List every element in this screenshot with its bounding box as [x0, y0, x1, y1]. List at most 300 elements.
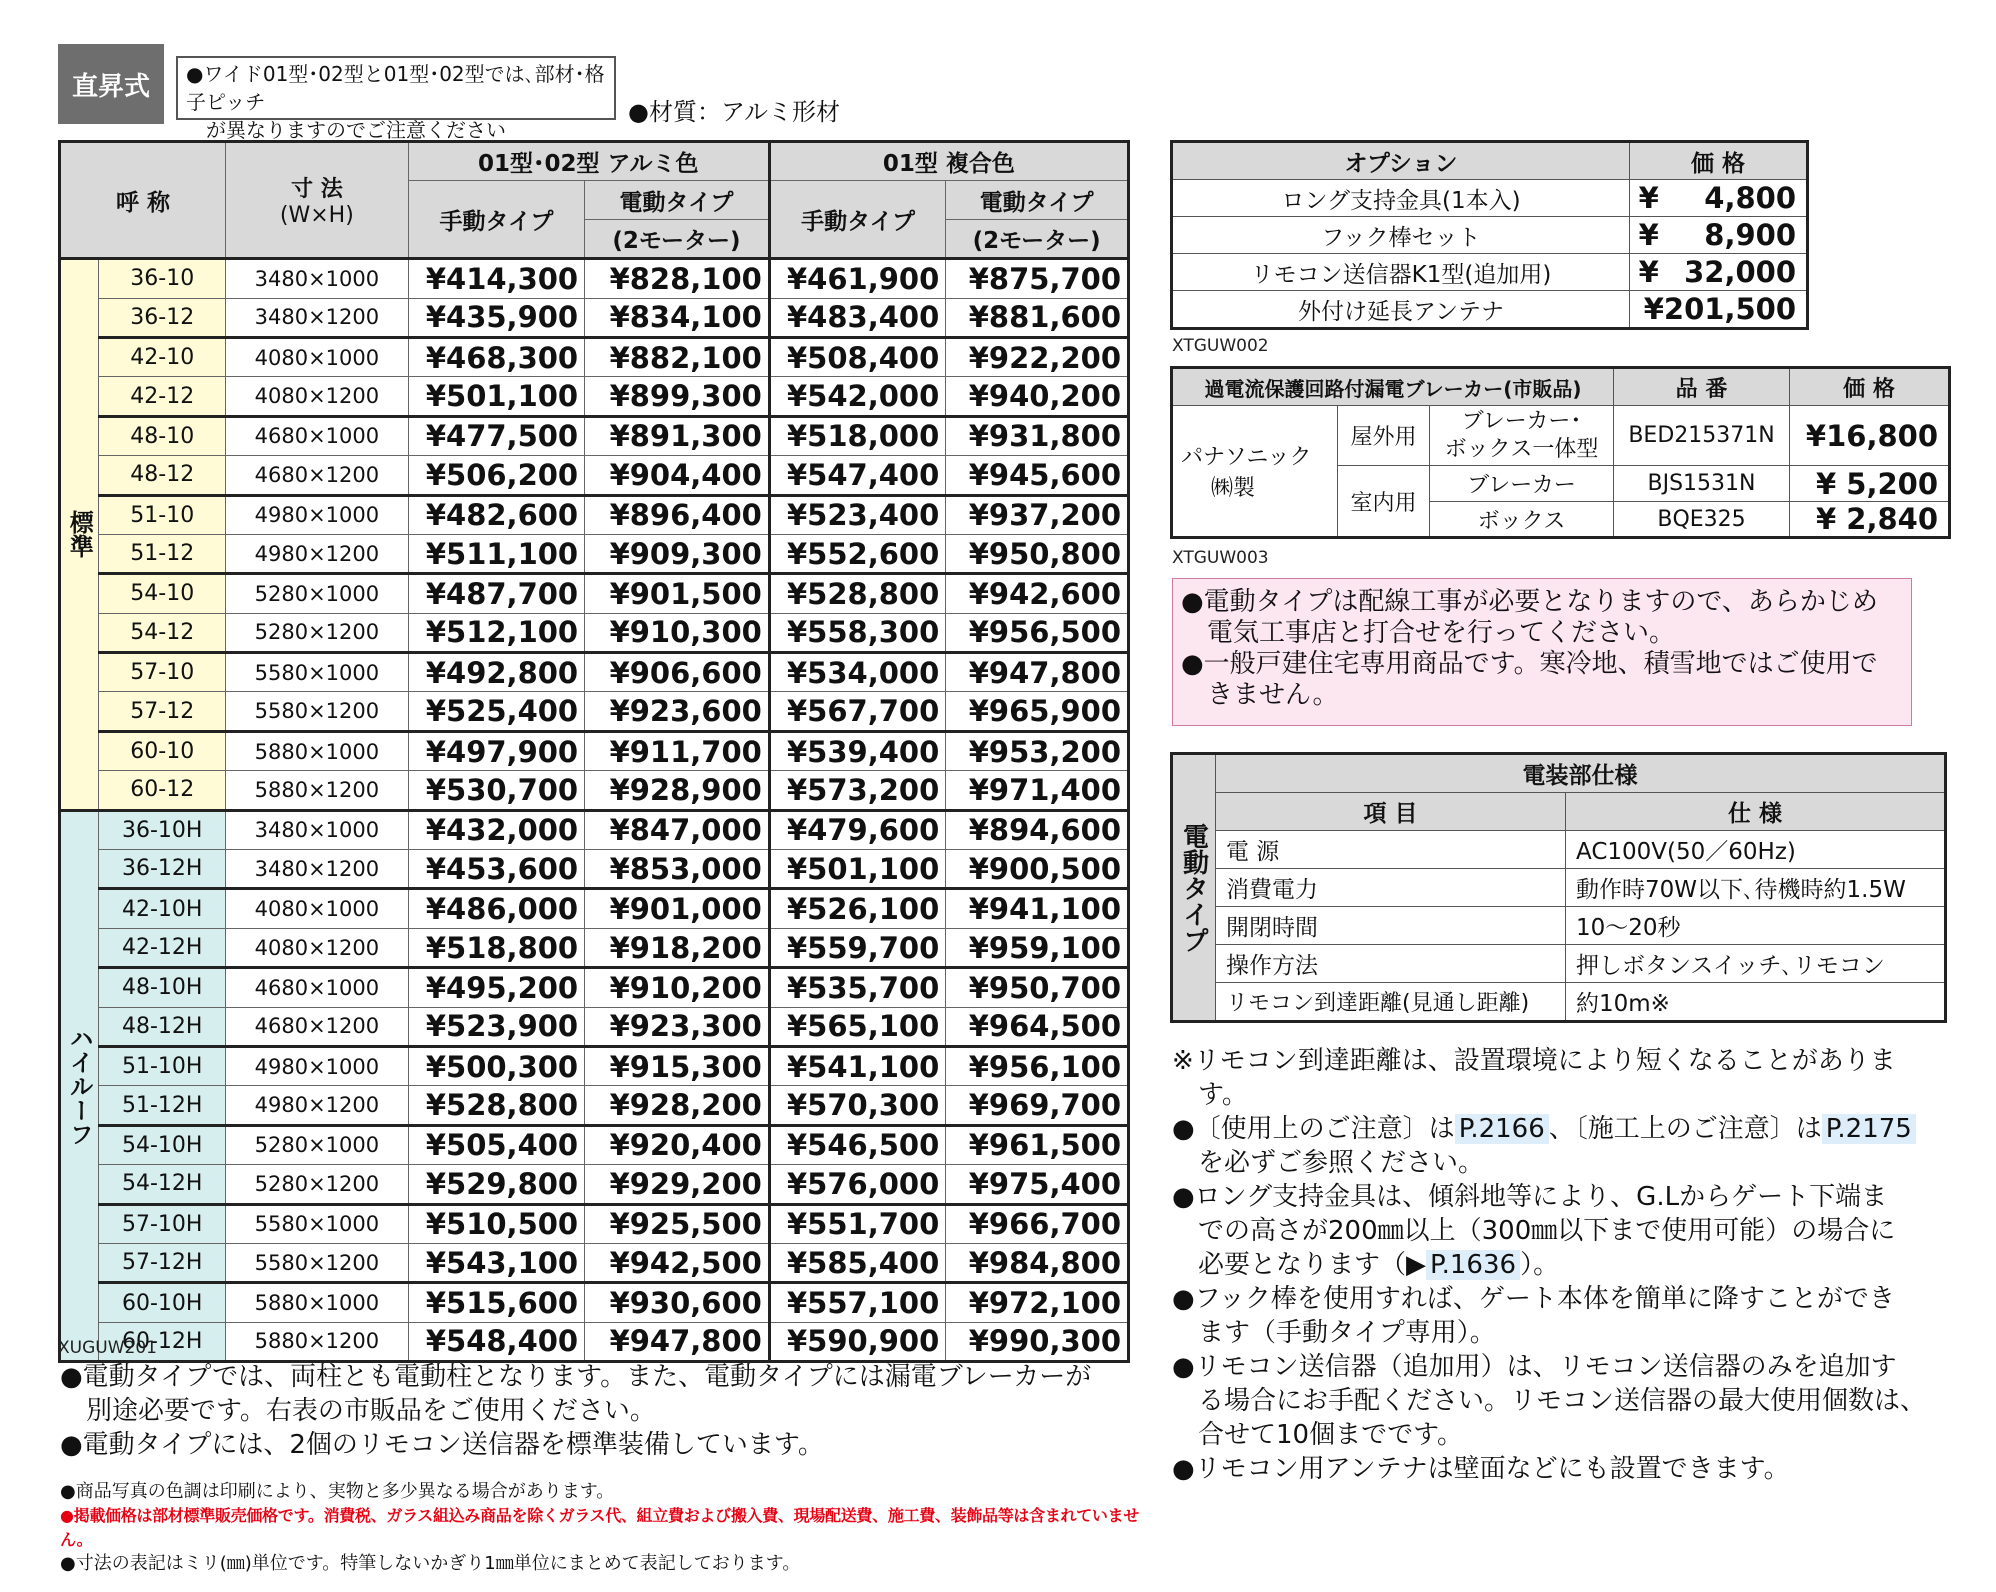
electric-notice-box [1172, 578, 1912, 726]
right-notes [1172, 1044, 1952, 1486]
price-table [58, 140, 1130, 1363]
price-composite-electric: ¥990,300 [946, 1322, 1129, 1361]
price-composite-manual: ¥518,000 [769, 416, 945, 455]
note-line: での高さが200㎜以上（300㎜以下まで使用可能）の場合に [1172, 1216, 1896, 1246]
price-composite-electric: ¥947,800 [946, 653, 1129, 692]
option-price: ¥201,500 [1630, 291, 1808, 329]
price-alumi-electric: ¥834,100 [585, 298, 770, 337]
price-composite-manual: ¥461,900 [769, 259, 945, 298]
model-code: 36-12H [99, 850, 226, 889]
breaker-header-title: 過電流保護回路付漏電ブレーカー(市販品) [1172, 368, 1614, 406]
main-table-code: XUGUW201 [58, 1338, 157, 1358]
price-row [60, 416, 1129, 455]
model-code: 54-12H [99, 1165, 226, 1204]
header-group-alumi: 01型･02型 アルミ色 [408, 142, 769, 181]
price-alumi-manual: ¥525,400 [408, 692, 584, 731]
price-composite-electric: ¥972,100 [946, 1283, 1129, 1322]
group-label-highroof: ハイルーフ [60, 810, 99, 1361]
footnote: ●寸法の表記はミリ(㎜)単位です。特筆しないかぎり1㎜単位にまとめて表記しております。 [60, 1553, 801, 1574]
price-composite-manual: ¥539,400 [769, 731, 945, 770]
note-line: ●フック棒を使用すれば、ゲート本体を簡単に降すことができ [1172, 1284, 1895, 1314]
price-composite-electric: ¥966,700 [946, 1204, 1129, 1243]
price-composite-electric: ¥931,800 [946, 416, 1129, 455]
price-row [60, 1086, 1129, 1125]
model-code: 36-12 [99, 298, 226, 337]
price-alumi-manual: ¥468,300 [408, 337, 584, 376]
option-row [1172, 254, 1808, 291]
model-code: 57-12 [99, 692, 226, 731]
price-composite-manual: ¥483,400 [769, 298, 945, 337]
section-tag: 直昇式 [58, 44, 164, 124]
price-composite-manual: ¥558,300 [769, 613, 945, 652]
price-row [60, 1165, 1129, 1204]
price-composite-manual: ¥546,500 [769, 1125, 945, 1164]
width-note-line2: が異なりますのでご注意ください [206, 118, 506, 142]
model-code: 57-10 [99, 653, 226, 692]
notice-line: きません。 [1181, 680, 1339, 710]
size-value: 5880×1000 [226, 1283, 409, 1322]
model-code: 36-10 [99, 259, 226, 298]
price-row [60, 574, 1129, 613]
breaker-row3-price: ¥ 2,840 [1790, 502, 1950, 538]
group-label-standard: 標準 [60, 259, 99, 810]
note-line [1172, 1112, 1952, 1146]
notice-line: 電気工事店と打合せを行ってください。 [1181, 618, 1676, 648]
price-alumi-electric: ¥847,000 [585, 810, 770, 849]
spec-row [1172, 945, 1946, 983]
price-alumi-electric: ¥930,600 [585, 1283, 770, 1322]
price-alumi-electric: ¥923,600 [585, 692, 770, 731]
price-composite-electric: ¥894,600 [946, 810, 1129, 849]
model-code: 48-10 [99, 416, 226, 455]
header-manual-2: 手動タイプ [769, 181, 945, 259]
price-row [60, 1283, 1129, 1322]
note-line: 合せて10個までです。 [1172, 1420, 1464, 1450]
price-row [60, 889, 1129, 928]
breaker-row [1172, 406, 1950, 466]
price-composite-electric: ¥964,500 [946, 1007, 1129, 1046]
price-composite-manual: ¥559,700 [769, 928, 945, 967]
size-value: 4680×1200 [226, 456, 409, 495]
price-composite-electric: ¥950,700 [946, 968, 1129, 1007]
price-composite-electric: ¥875,700 [946, 259, 1129, 298]
size-value: 4980×1000 [226, 1046, 409, 1085]
header-2motor-2: (2モーター) [946, 219, 1129, 258]
breaker-row1-part: BED215371N [1614, 406, 1790, 466]
option-row [1172, 291, 1808, 329]
price-alumi-manual: ¥501,100 [408, 377, 584, 416]
price-row [60, 1322, 1129, 1361]
price-row [60, 259, 1129, 298]
model-code: 57-10H [99, 1204, 226, 1243]
price-alumi-electric: ¥901,000 [585, 889, 770, 928]
note-line: る場合にお手配ください。リモコン送信器の最大使用個数は、 [1172, 1386, 1927, 1416]
model-code: 42-12H [99, 928, 226, 967]
price-composite-manual: ¥590,900 [769, 1322, 945, 1361]
option-name: ロング支持金具(1本入) [1172, 180, 1630, 217]
price-composite-electric: ¥961,500 [946, 1125, 1129, 1164]
model-code: 48-10H [99, 968, 226, 1007]
price-composite-electric: ¥953,200 [946, 731, 1129, 770]
size-value: 4080×1000 [226, 337, 409, 376]
model-code: 51-12 [99, 534, 226, 573]
model-code: 42-12 [99, 377, 226, 416]
price-row [60, 1204, 1129, 1243]
header-manual-1: 手動タイプ [408, 181, 584, 259]
price-alumi-manual: ¥495,200 [408, 968, 584, 1007]
price-row [60, 534, 1129, 573]
price-alumi-electric: ¥928,200 [585, 1086, 770, 1125]
price-composite-electric: ¥984,800 [946, 1243, 1129, 1282]
price-alumi-manual: ¥435,900 [408, 298, 584, 337]
price-row [60, 298, 1129, 337]
price-composite-manual: ¥567,700 [769, 692, 945, 731]
price-alumi-electric: ¥918,200 [585, 928, 770, 967]
model-code: 54-10H [99, 1125, 226, 1164]
price-composite-manual: ¥501,100 [769, 850, 945, 889]
spec-value: 押しボタンスイッチ､リモコン [1566, 945, 1946, 983]
price-composite-manual: ¥542,000 [769, 377, 945, 416]
model-code: 60-10 [99, 731, 226, 770]
price-row [60, 1243, 1129, 1282]
model-code: 54-10 [99, 574, 226, 613]
price-composite-electric: ¥956,500 [946, 613, 1129, 652]
model-code: 51-12H [99, 1086, 226, 1125]
price-row [60, 850, 1129, 889]
note-text: ●〔使用上のご注意〕は [1172, 1114, 1455, 1144]
size-value: 3480×1000 [226, 810, 409, 849]
header-size [226, 142, 409, 259]
footnote-price-disclaimer: ●掲載価格は部材標準販売価格です。消費税、ガラス組込み商品を除くガラス代、組立費および搬入費、現場配送費、施工費、装飾品等は含まれていません。 [60, 1506, 1140, 1549]
model-code: 60-12H [99, 1322, 226, 1361]
note-line: ※リモコン到達距離は、設置環境により短くなることがありま [1172, 1046, 1896, 1076]
breaker-maker-name: パナソニック [1181, 445, 1312, 470]
model-code: 54-12 [99, 613, 226, 652]
breaker-maker-suffix: ㈱製 [1211, 476, 1256, 501]
size-value: 3480×1000 [226, 259, 409, 298]
price-composite-electric: ¥941,100 [946, 889, 1129, 928]
breaker-outdoor-label: 屋外用 [1338, 406, 1430, 466]
price-composite-manual: ¥557,100 [769, 1283, 945, 1322]
option-header: オプション [1172, 142, 1630, 180]
model-code: 36-10H [99, 810, 226, 849]
spec-value: 動作時70W以下､待機時約1.5W [1566, 869, 1946, 907]
breaker-row2-name: ブレーカー [1430, 466, 1614, 502]
left-notes [60, 1360, 1150, 1462]
breaker-table [1170, 366, 1951, 539]
model-code: 51-10H [99, 1046, 226, 1085]
price-composite-manual: ¥585,400 [769, 1243, 945, 1282]
header-size-unit: (W×H) [279, 203, 354, 229]
size-value: 5580×1200 [226, 1243, 409, 1282]
price-alumi-electric: ¥923,300 [585, 1007, 770, 1046]
option-price-header: 価 格 [1630, 142, 1808, 180]
price-row [60, 771, 1129, 810]
size-value: 4680×1000 [226, 416, 409, 455]
price-composite-electric: ¥956,100 [946, 1046, 1129, 1085]
price-composite-electric: ¥940,200 [946, 377, 1129, 416]
model-code: 51-10 [99, 495, 226, 534]
price-composite-electric: ¥942,600 [946, 574, 1129, 613]
price-composite-manual: ¥552,600 [769, 534, 945, 573]
spec-item: リモコン到達距離(見通し距離) [1216, 983, 1566, 1022]
width-note-line1: ●ワイド01型･02型と01型･02型では､部材･格子ピッチ [186, 62, 605, 114]
breaker-header-part: 品 番 [1614, 368, 1790, 406]
size-value: 4680×1000 [226, 968, 409, 1007]
price-alumi-electric: ¥896,400 [585, 495, 770, 534]
price-composite-manual: ¥551,700 [769, 1204, 945, 1243]
spec-title: 電装部仕様 [1216, 754, 1946, 793]
price-row [60, 928, 1129, 967]
breaker-header-price: 価 格 [1790, 368, 1950, 406]
material-note: ●材質：アルミ形材 [628, 98, 840, 126]
footnote: ●商品写真の色調は印刷により、実物と多少異なる場合があります。 [60, 1481, 615, 1502]
note-text: 必要となります（▶ [1172, 1250, 1426, 1280]
note-line: す。 [1172, 1080, 1248, 1110]
price-row [60, 613, 1129, 652]
price-composite-electric: ¥937,200 [946, 495, 1129, 534]
model-code: 42-10 [99, 337, 226, 376]
option-name: フック棒セット [1172, 217, 1630, 254]
price-alumi-electric: ¥828,100 [585, 259, 770, 298]
size-value: 4980×1200 [226, 1086, 409, 1125]
note-line [1172, 1248, 1952, 1282]
size-value: 4080×1200 [226, 928, 409, 967]
note-line: を必ずご参照ください。 [1172, 1148, 1485, 1178]
spec-header-item: 項 目 [1216, 793, 1566, 831]
spec-item: 消費電力 [1216, 869, 1566, 907]
model-code: 57-12H [99, 1243, 226, 1282]
price-row [60, 456, 1129, 495]
price-alumi-manual: ¥482,600 [408, 495, 584, 534]
price-alumi-manual: ¥453,600 [408, 850, 584, 889]
price-alumi-manual: ¥477,500 [408, 416, 584, 455]
price-alumi-electric: ¥929,200 [585, 1165, 770, 1204]
option-yen: ¥ [1630, 254, 1668, 291]
price-alumi-manual: ¥487,700 [408, 574, 584, 613]
note-text: 、〔施工上のご注意〕は [1548, 1114, 1822, 1144]
breaker-indoor-label: 室内用 [1338, 466, 1430, 538]
price-alumi-manual: ¥486,000 [408, 889, 584, 928]
note-line: 別途必要です。右表の市販品をご使用ください。 [60, 1396, 656, 1426]
price-composite-electric: ¥945,600 [946, 456, 1129, 495]
price-composite-manual: ¥523,400 [769, 495, 945, 534]
breaker-row1-name [1430, 406, 1614, 466]
breaker-row3-part: BQE325 [1614, 502, 1790, 538]
price-row [60, 810, 1129, 849]
breaker-row1-price: ¥16,800 [1790, 406, 1950, 466]
price-composite-electric: ¥971,400 [946, 771, 1129, 810]
price-alumi-electric: ¥925,500 [585, 1204, 770, 1243]
price-alumi-manual: ¥414,300 [408, 259, 584, 298]
spec-value: 約10m※ [1566, 983, 1946, 1022]
option-name: リモコン送信器K1型(追加用) [1172, 254, 1630, 291]
size-value: 5580×1000 [226, 1204, 409, 1243]
spec-item: 開閉時間 [1216, 907, 1566, 945]
price-alumi-manual: ¥432,000 [408, 810, 584, 849]
price-composite-electric: ¥881,600 [946, 298, 1129, 337]
price-row [60, 1125, 1129, 1164]
option-yen: ¥ [1630, 180, 1668, 217]
price-composite-manual: ¥534,000 [769, 653, 945, 692]
option-price: 32,000 [1668, 254, 1808, 291]
price-alumi-manual: ¥506,200 [408, 456, 584, 495]
price-composite-manual: ¥535,700 [769, 968, 945, 1007]
breaker-table-code: XTGUW003 [1172, 548, 1269, 568]
size-value: 5880×1200 [226, 771, 409, 810]
price-alumi-manual: ¥529,800 [408, 1165, 584, 1204]
price-alumi-electric: ¥853,000 [585, 850, 770, 889]
price-row [60, 653, 1129, 692]
notice-line: ●電動タイプは配線工事が必要となりますので、あらかじめ [1181, 587, 1878, 617]
size-value: 5880×1000 [226, 731, 409, 770]
price-alumi-manual: ¥492,800 [408, 653, 584, 692]
header-group-composite: 01型 複合色 [769, 142, 1128, 181]
size-value: 4980×1000 [226, 495, 409, 534]
price-row [60, 1007, 1129, 1046]
header-electric-2: 電動タイプ [946, 181, 1129, 219]
option-table-code: XTGUW002 [1172, 336, 1269, 356]
price-alumi-manual: ¥523,900 [408, 1007, 584, 1046]
price-alumi-manual: ¥512,100 [408, 613, 584, 652]
size-value: 5280×1000 [226, 1125, 409, 1164]
price-composite-electric: ¥975,400 [946, 1165, 1129, 1204]
price-alumi-electric: ¥910,200 [585, 968, 770, 1007]
option-price: 8,900 [1668, 217, 1808, 254]
price-composite-manual: ¥565,100 [769, 1007, 945, 1046]
price-alumi-manual: ¥500,300 [408, 1046, 584, 1085]
price-alumi-manual: ¥543,100 [408, 1243, 584, 1282]
price-alumi-manual: ¥528,800 [408, 1086, 584, 1125]
spec-value: AC100V(50／60Hz) [1566, 831, 1946, 869]
price-composite-electric: ¥900,500 [946, 850, 1129, 889]
price-alumi-electric: ¥891,300 [585, 416, 770, 455]
breaker-row1-name-line1: ブレーカー･ [1461, 408, 1582, 434]
spec-row [1172, 869, 1946, 907]
price-composite-manual: ¥526,100 [769, 889, 945, 928]
note-text: ）。 [1520, 1250, 1560, 1280]
page-ref-link[interactable]: P.2175 [1822, 1114, 1916, 1144]
price-alumi-electric: ¥928,900 [585, 771, 770, 810]
page-ref-link[interactable]: P.2166 [1455, 1114, 1549, 1144]
footnotes [60, 1480, 1160, 1576]
model-code: 42-10H [99, 889, 226, 928]
header-2motor-1: (2モーター) [585, 219, 770, 258]
price-alumi-electric: ¥942,500 [585, 1243, 770, 1282]
price-alumi-electric: ¥947,800 [585, 1322, 770, 1361]
price-row [60, 337, 1129, 376]
price-composite-manual: ¥508,400 [769, 337, 945, 376]
model-code: 60-10H [99, 1283, 226, 1322]
price-alumi-electric: ¥899,300 [585, 377, 770, 416]
width-note [176, 56, 616, 142]
price-alumi-electric: ¥915,300 [585, 1046, 770, 1085]
price-composite-manual: ¥528,800 [769, 574, 945, 613]
note-line: ●ロング支持金具は、傾斜地等により、G.Lからゲート下端ま [1172, 1182, 1888, 1212]
price-composite-manual: ¥547,400 [769, 456, 945, 495]
price-row [60, 1046, 1129, 1085]
size-value: 5280×1000 [226, 574, 409, 613]
size-value: 5580×1000 [226, 653, 409, 692]
size-value: 4080×1200 [226, 377, 409, 416]
option-row [1172, 180, 1808, 217]
header-electric-1: 電動タイプ [585, 181, 770, 219]
price-alumi-manual: ¥530,700 [408, 771, 584, 810]
spec-value: 10〜20秒 [1566, 907, 1946, 945]
price-alumi-manual: ¥511,100 [408, 534, 584, 573]
spec-row [1172, 907, 1946, 945]
page-ref-link[interactable]: P.1636 [1426, 1250, 1520, 1280]
size-value: 4680×1200 [226, 1007, 409, 1046]
price-alumi-electric: ¥910,300 [585, 613, 770, 652]
price-alumi-manual: ¥515,600 [408, 1283, 584, 1322]
model-code: 48-12H [99, 1007, 226, 1046]
price-composite-electric: ¥950,800 [946, 534, 1129, 573]
size-value: 5280×1200 [226, 613, 409, 652]
price-row [60, 731, 1129, 770]
price-composite-manual: ¥576,000 [769, 1165, 945, 1204]
spec-table [1170, 752, 1947, 1023]
price-alumi-manual: ¥518,800 [408, 928, 584, 967]
note-line: ます（手動タイプ専用）。 [1172, 1318, 1496, 1348]
spec-row [1172, 831, 1946, 869]
model-code: 60-12 [99, 771, 226, 810]
price-composite-electric: ¥965,900 [946, 692, 1129, 731]
price-alumi-manual: ¥497,900 [408, 731, 584, 770]
price-composite-electric: ¥969,700 [946, 1086, 1129, 1125]
price-composite-electric: ¥959,100 [946, 928, 1129, 967]
price-alumi-electric: ¥920,400 [585, 1125, 770, 1164]
header-name: 呼 称 [60, 142, 226, 259]
size-value: 4980×1200 [226, 534, 409, 573]
size-value: 5880×1200 [226, 1322, 409, 1361]
breaker-row2-price: ¥ 5,200 [1790, 466, 1950, 502]
price-alumi-manual: ¥510,500 [408, 1204, 584, 1243]
size-value: 4080×1000 [226, 889, 409, 928]
spec-header-spec: 仕 様 [1566, 793, 1946, 831]
header-size-label: 寸 法 [291, 177, 343, 203]
model-code: 48-12 [99, 456, 226, 495]
price-alumi-electric: ¥909,300 [585, 534, 770, 573]
price-alumi-electric: ¥911,700 [585, 731, 770, 770]
price-alumi-manual: ¥548,400 [408, 1322, 584, 1361]
option-table [1170, 140, 1809, 330]
price-composite-manual: ¥479,600 [769, 810, 945, 849]
option-price: 4,800 [1668, 180, 1808, 217]
breaker-row3-name: ボックス [1430, 502, 1614, 538]
size-value: 3480×1200 [226, 850, 409, 889]
price-row [60, 692, 1129, 731]
note-line: ●電動タイプには、2個のリモコン送信器を標準装備しています。 [60, 1430, 824, 1460]
note-line: ●リモコン送信器（追加用）は、リモコン送信器のみを追加す [1172, 1352, 1897, 1382]
price-alumi-electric: ¥904,400 [585, 456, 770, 495]
spec-row [1172, 983, 1946, 1022]
size-value: 5580×1200 [226, 692, 409, 731]
price-row [60, 968, 1129, 1007]
size-value: 5280×1200 [226, 1165, 409, 1204]
note-line: ●電動タイプでは、両柱とも電動柱となります。また、電動タイプには漏電ブレーカーが [60, 1362, 1092, 1392]
option-row [1172, 217, 1808, 254]
price-composite-manual: ¥541,100 [769, 1046, 945, 1085]
price-alumi-electric: ¥901,500 [585, 574, 770, 613]
spec-item: 電 源 [1216, 831, 1566, 869]
size-value: 3480×1200 [226, 298, 409, 337]
option-name: 外付け延長アンテナ [1172, 291, 1630, 329]
price-alumi-electric: ¥882,100 [585, 337, 770, 376]
option-yen: ¥ [1630, 217, 1668, 254]
breaker-row1-name-line2: ボックス一体型 [1444, 436, 1599, 462]
price-composite-manual: ¥573,200 [769, 771, 945, 810]
